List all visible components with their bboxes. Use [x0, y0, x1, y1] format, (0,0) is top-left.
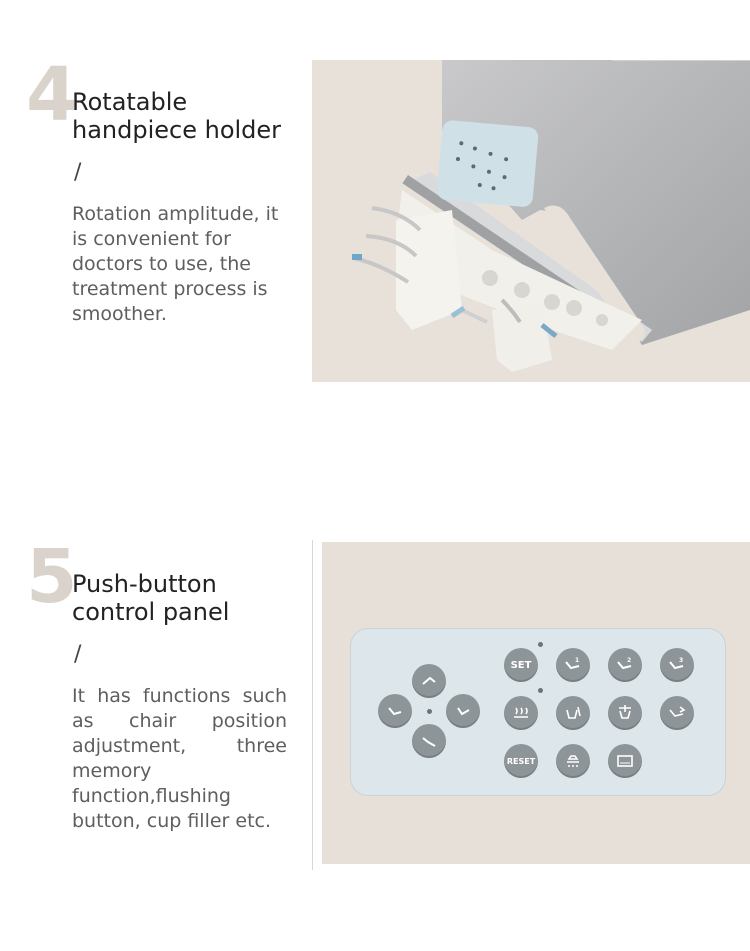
backrest-back-button[interactable] [378, 694, 412, 728]
section-control-panel [0, 470, 750, 951]
viewer-button[interactable] [608, 744, 642, 778]
control-panel-photo [322, 542, 750, 864]
separator: / [74, 642, 82, 667]
cup-filler-icon [562, 702, 584, 724]
cup-filler-button[interactable] [556, 696, 590, 730]
backrest-forward-button[interactable] [446, 694, 480, 728]
rinse-position-button[interactable] [660, 696, 694, 730]
section-title-line1: Rotatable [72, 88, 188, 116]
chair-down-button[interactable] [412, 724, 446, 758]
memory-2-icon [614, 654, 636, 676]
indicator-dot [538, 642, 543, 647]
bowl-flush-button[interactable] [608, 696, 642, 730]
chair-up-icon [418, 670, 440, 692]
film-viewer-icon [614, 750, 636, 772]
set-button[interactable]: SET [504, 648, 538, 682]
indicator-dot [427, 709, 432, 714]
svg-text:2: 2 [627, 657, 632, 664]
reset-button[interactable]: RESET [504, 744, 538, 778]
section-title-line2: control panel [72, 598, 230, 626]
water-heating-button[interactable] [504, 696, 538, 730]
backrest-back-icon [384, 700, 406, 722]
operating-light-icon [562, 750, 584, 772]
operating-light-button[interactable] [556, 744, 590, 778]
memory-1-button[interactable] [556, 648, 590, 682]
memory-2-button[interactable] [608, 648, 642, 682]
chair-down-icon [418, 730, 440, 752]
memory-3-button[interactable] [660, 648, 694, 682]
separator: / [74, 160, 82, 185]
svg-text:1: 1 [575, 657, 580, 664]
section-number: 5 [26, 534, 78, 620]
svg-text:3: 3 [679, 657, 684, 664]
handpiece-holder-photo [312, 60, 750, 382]
bowl-flush-icon [614, 702, 636, 724]
divider-line [312, 540, 313, 870]
section-description: Rotation amplitude, it is convenient for doctors to use, the treatment process is smoother. [72, 203, 279, 325]
section-description: It has functions such as chair position adjustment, three memory function,flushing button, cup filler etc. [72, 685, 287, 832]
chair-up-button[interactable] [412, 664, 446, 698]
backrest-forward-icon [452, 700, 474, 722]
memory-1-icon [562, 654, 584, 676]
heater-icon [510, 702, 532, 724]
section-title-line1: Push-button [72, 570, 217, 598]
section-title-line2: handpiece holder [72, 116, 282, 144]
section-number: 4 [26, 52, 78, 138]
control-panel [350, 628, 726, 796]
indicator-dot [538, 688, 543, 693]
rinse-position-icon [666, 702, 688, 724]
section-handpiece-holder [0, 0, 750, 470]
handpiece-holder-illustration [312, 60, 750, 382]
memory-3-icon [666, 654, 688, 676]
